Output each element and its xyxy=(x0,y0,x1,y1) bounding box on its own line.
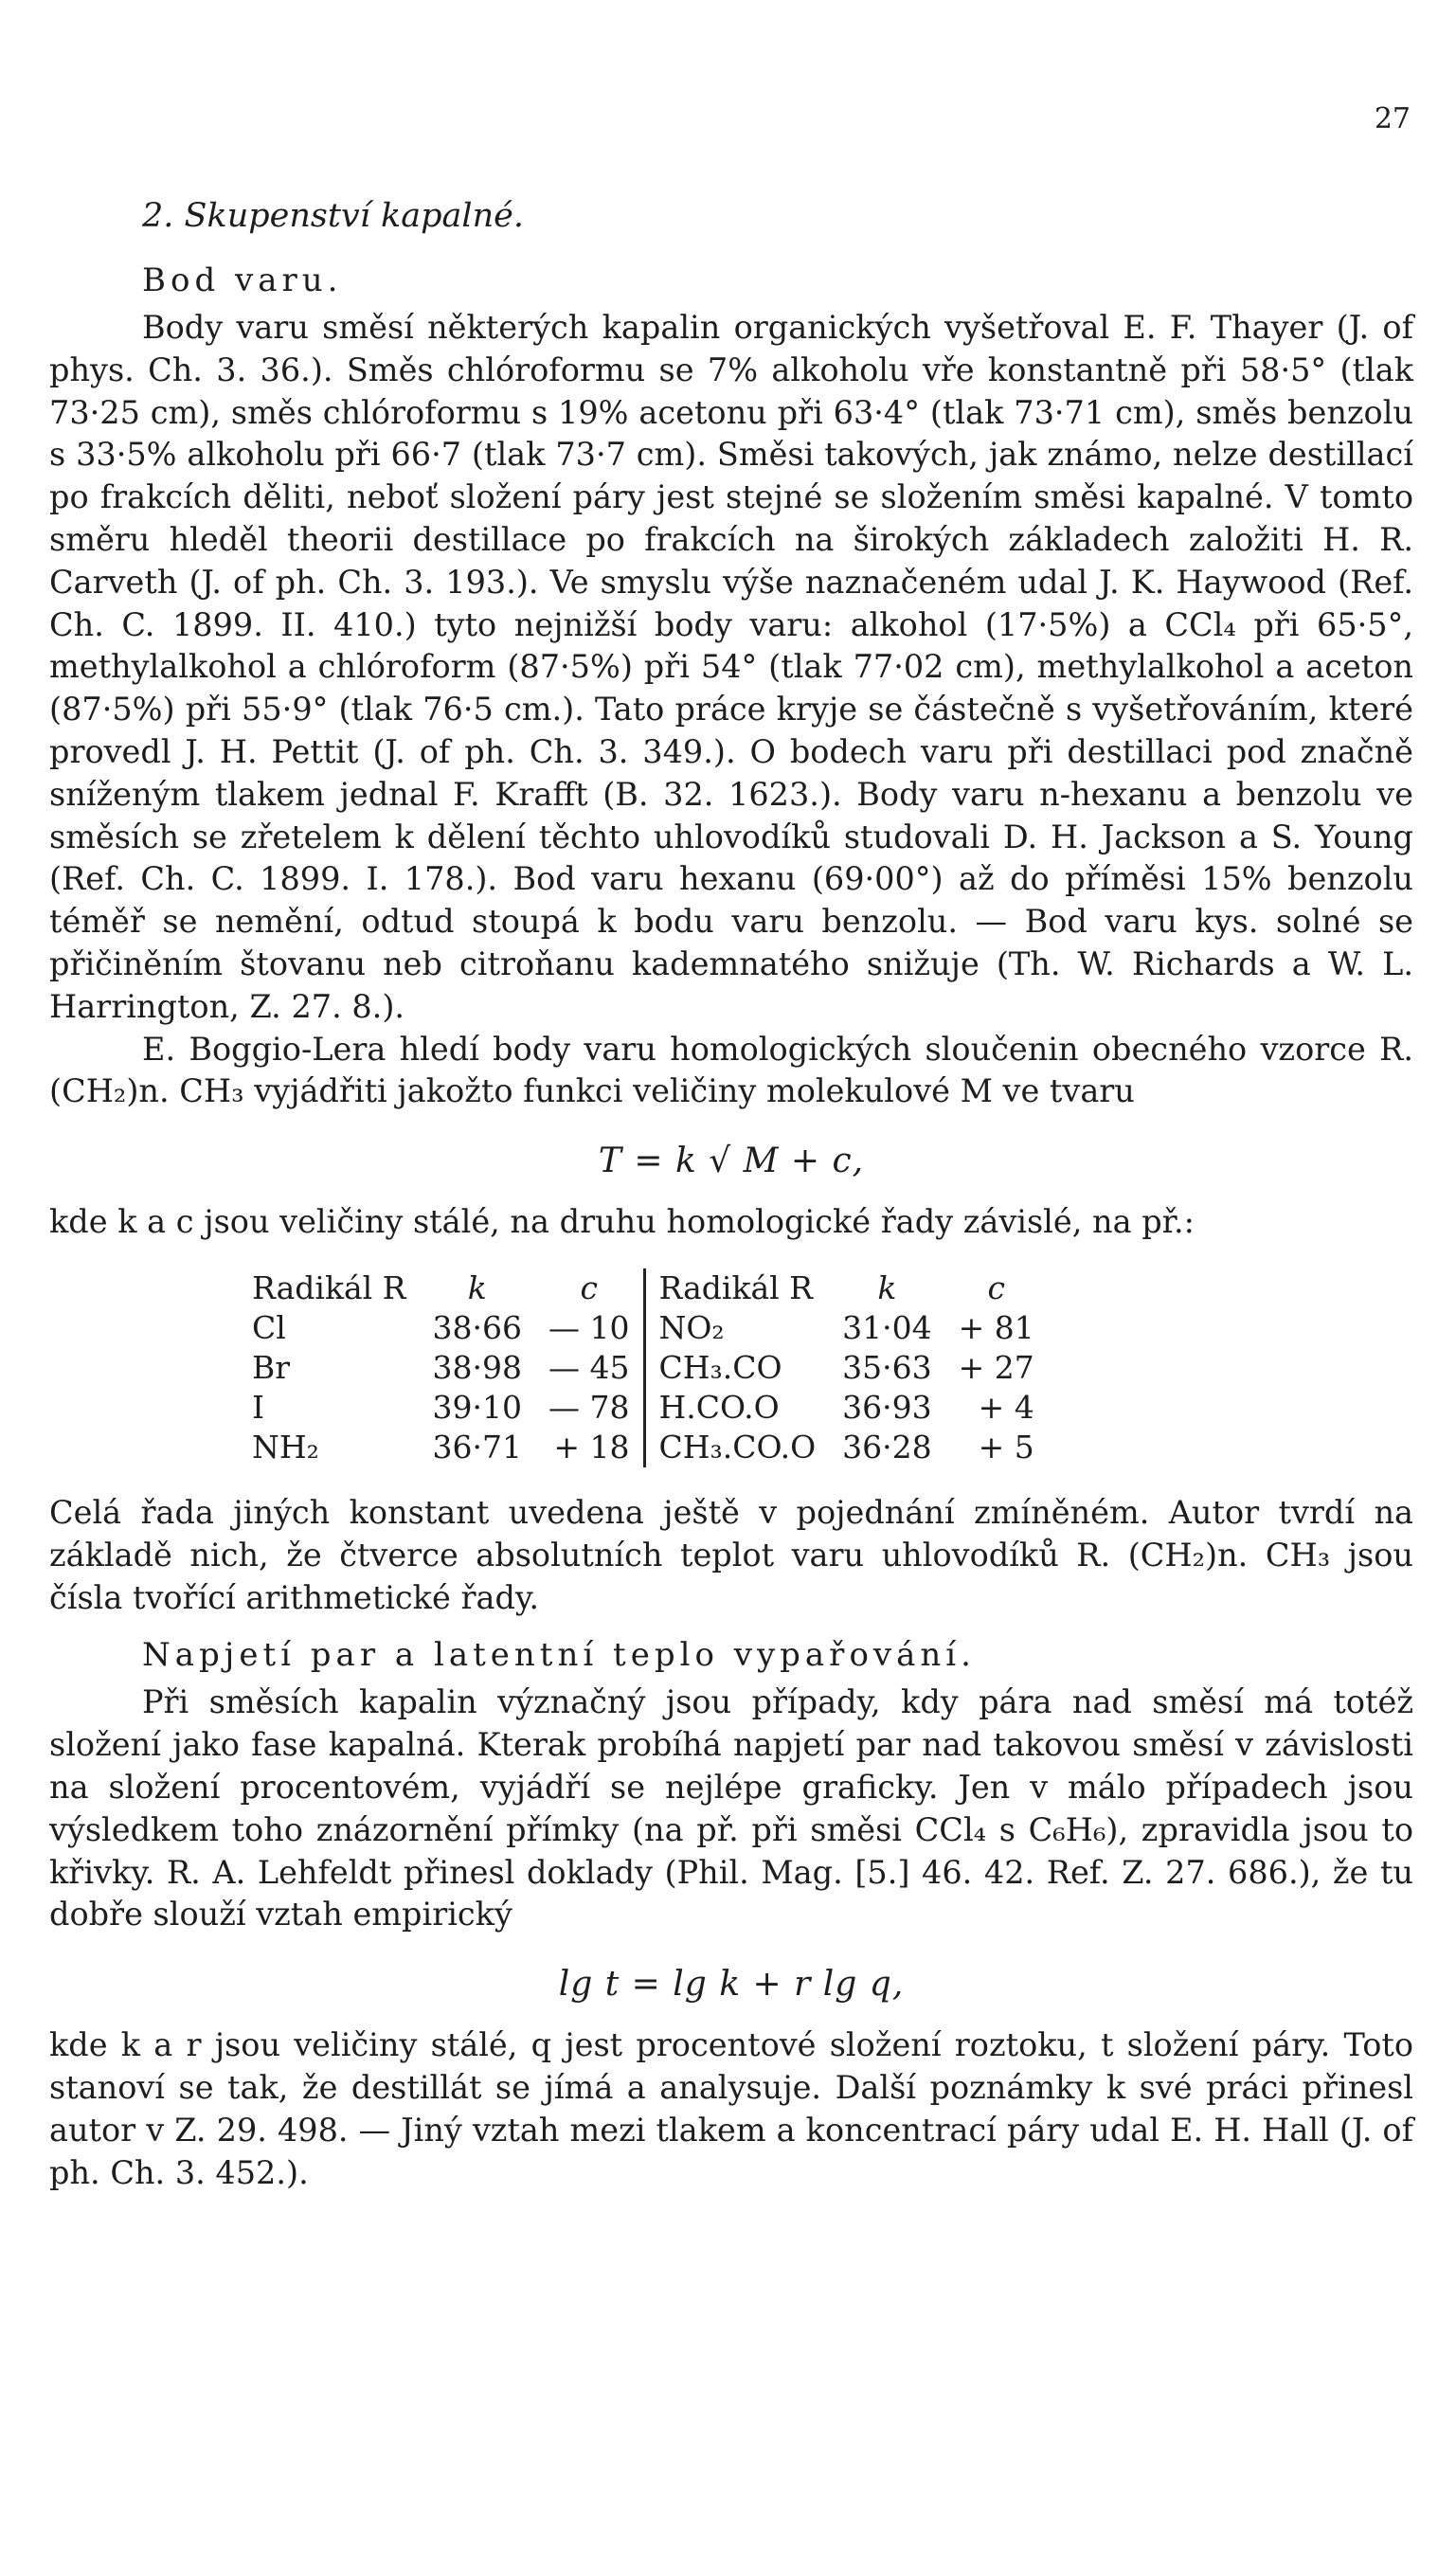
table-cell: H.CO.O xyxy=(658,1388,780,1426)
table-cell: + 4 xyxy=(978,1388,1034,1426)
table-cell: + 18 xyxy=(535,1428,644,1467)
table-cell: 35·63 xyxy=(842,1348,932,1386)
table-cell: — 78 xyxy=(535,1388,644,1428)
table-cell: 31·04 xyxy=(842,1308,932,1346)
table-cell: I xyxy=(252,1388,265,1426)
table-header: c xyxy=(987,1268,1005,1306)
table-cell: 39·10 xyxy=(432,1388,523,1426)
table-row xyxy=(239,1308,1048,1348)
paragraph-constants-note: Celá řada jiných konstant uvedena ještě v pojednání zmíněném. Autor tvrdí na základě nich, že čtverce absolutních teplot varu uhlovodíků R. (CH₂)n. CH₃ jsou čísla tvořící arithmetické řady. xyxy=(49,1493,1413,1616)
formula-boiling-point: T = k √ M + c, xyxy=(598,1142,865,1181)
paragraph-closing: kde k a r jsou veličiny stálé, q jest procentové složení roztoku, t složení páry. Toto stanoví se tak, že destillát se jímá a analysuje. Další poznámky k své práci přinesl autor v Z. 29. 498. — Jiný vztah mezi tlakem a koncentrací páry udal E. H. Hall (J. of ph. Ch. 3. 452.). xyxy=(49,2026,1413,2191)
chapter-title: 2. Skupenství kapalné. xyxy=(142,197,524,235)
table-cell: 36·28 xyxy=(842,1428,932,1466)
table-cell: + 81 xyxy=(958,1308,1034,1346)
table-cell: 36·71 xyxy=(432,1428,523,1466)
table-row xyxy=(239,1388,1048,1428)
table-cell: 38·98 xyxy=(432,1348,523,1386)
table-row xyxy=(239,1348,1048,1388)
table-cell: NH₂ xyxy=(252,1428,319,1466)
table-header: Radikál R xyxy=(252,1268,406,1306)
table-cell: — 45 xyxy=(535,1348,644,1388)
section-heading-vapor-pressure: Napjetí par a latentní teplo vypařování. xyxy=(142,1636,976,1675)
table-cell: + 5 xyxy=(978,1428,1034,1466)
table-cell: CH₃.CO xyxy=(658,1348,782,1386)
table-header-row xyxy=(239,1268,1048,1308)
table-cell: 36·93 xyxy=(842,1388,932,1426)
paragraph-boggio-lera: E. Boggio-Lera hledí body varu homologických sloučenin obecného vzorce R. (CH₂)n. CH₃ vyjádřiti jakožto funkci veličiny molekulové M ve tvaru xyxy=(49,1030,1413,1110)
table-cell: Cl xyxy=(252,1308,286,1346)
table-cell: Br xyxy=(252,1348,291,1386)
table-cell: CH₃.CO.O xyxy=(658,1428,817,1466)
table-cell: — 10 xyxy=(535,1308,644,1348)
page-number: 27 xyxy=(1374,102,1411,135)
paragraph-vapor-mixtures: Při směsích kapalin význačný jsou případy, kdy pára nad směsí má totéž složení jako fase kapalná. Kterak probíhá napjetí par nad takovou směsí v závislosti na složení procentovém, vyjádří se nejlépe graficky. Jen v málo případech jsou výsledkem toho znázornění přímky (na př. při směsi CCl₄ s C₆H₆), zpravidla jsou to křivky. R. A. Lehfeldt přinesl doklady (Phil. Mag. [5.] 46. 42. Ref. Z. 27. 686.), že tu dobře slouží vztah empirický xyxy=(49,1683,1413,1933)
paragraph-constants-intro: kde k a c jsou veličiny stálé, na druhu homologické řady závislé, na př.: xyxy=(49,1203,1195,1241)
paragraph-boiling-points: Body varu směsí některých kapalin organických vyšetřoval E. F. Thayer (J. of phys. Ch. 3. 36.). Směs chlóroformu se 7% alkoholu vře konstantně při 58·5° (tlak 73·25 cm), směs chlóroformu s 19% acetonu při 63·4° (tlak 73·71 cm), směs benzolu s 33·5% alkoholu při 66·7 (tlak 73·7 cm). Směsi takových, jak známo, nelze destillací po frakcích děliti, neboť složení páry jest stejné se složením směsi kapalné. V tomto směru hleděl theorii destillace po frakcích na širokých základech založiti H. R. Carveth (J. of ph. Ch. 3. 193.). Ve smyslu výše naznačeném udal J. K. Haywood (Ref. Ch. C. 1899. II. 410.) tyto nejnižší body varu: alkohol (17·5%) a CCl₄ při 65·5°, methylalkohol a chlóroform (87·5%) při 54° (tlak 77·02 cm), methylalkohol a aceton (87·5%) při 55·9° (tlak 76·5 cm.). Tato práce kryje se částečně s vyšetřováním, které provedl J. H. Pettit (J. of ph. Ch. 3. 349.). O bodech varu při destillaci pod značně sníženým tlakem jednal F. Krafft (B. 32. 1623.). Body varu n-hexanu a benzolu ve směsích se zřetelem k dělení těchto uhlovodíků studovali D. H. Jackson a S. Young (Ref. Ch. C. 1899. I. 178.). Bod varu hexanu (69·00°) až do příměsi 15% benzolu téměř se nemění, odtud stoupá k bodu varu benzolu. — Bod varu kys. solné se přičiněním štovanu neb citroňanu kademnatého snižuje (Th. W. Richards a W. L. Harrington, Z. 27. 8.). xyxy=(49,309,1413,1025)
table-cell: 38·66 xyxy=(432,1308,523,1346)
page-content xyxy=(49,91,1413,2194)
table-header: Radikál R xyxy=(658,1268,814,1306)
constants-table xyxy=(239,1268,1048,1467)
section-heading-boiling-point: Bod varu. xyxy=(142,261,343,299)
formula-empirical: lg t = lg k + r lg q, xyxy=(558,1965,905,2005)
table-header: c xyxy=(535,1268,644,1308)
table-cell: NO₂ xyxy=(658,1308,725,1346)
table-cell: + 27 xyxy=(958,1348,1034,1386)
table-header: k xyxy=(877,1268,897,1306)
table-header: k xyxy=(467,1268,487,1306)
table-row xyxy=(239,1428,1048,1467)
